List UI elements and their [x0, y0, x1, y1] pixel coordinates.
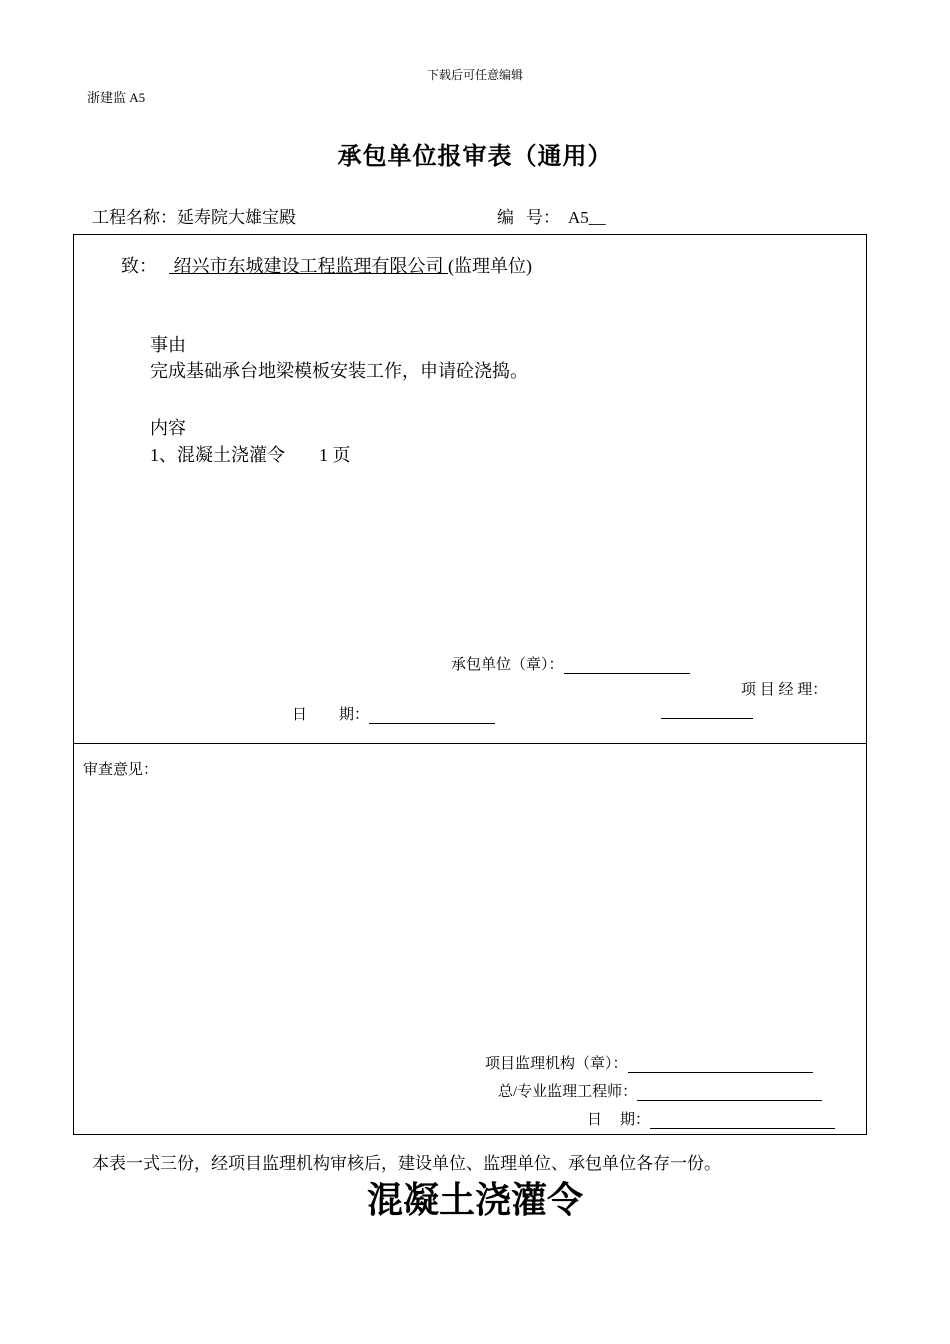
- review-date-row: [587, 1108, 835, 1129]
- serial-number-value: A5__: [568, 208, 606, 227]
- review-date-label-1: 日: [587, 1112, 603, 1128]
- content-item: [150, 441, 351, 467]
- reason-label: 事由: [150, 335, 186, 355]
- content-item-pages: 1 页: [319, 445, 351, 465]
- project-manager-label: 项 目 经 理：: [741, 682, 828, 698]
- engineer-label: 总/专业监理工程师：: [498, 1084, 638, 1100]
- page-title: 承包单位报审表（通用）: [337, 144, 613, 170]
- serial-number-label: 编: [497, 208, 514, 227]
- content-label: 内容: [150, 418, 186, 438]
- contractor-date-label-1: 日: [292, 707, 308, 723]
- project-name-value: 延寿院大雄宝殿: [177, 208, 296, 227]
- engineer-signature-line[interactable]: [637, 1086, 822, 1101]
- review-date-label-2: 期：: [620, 1112, 651, 1128]
- next-document-title: 混凝土浇灌令: [366, 1179, 583, 1221]
- review-date-line[interactable]: [650, 1114, 835, 1129]
- reason-text: 完成基础承台地梁模板安装工作，申请砼浇捣。: [150, 361, 528, 381]
- supervision-org-signature-line[interactable]: [628, 1058, 813, 1073]
- project-name-row: [92, 203, 296, 228]
- download-note: 下载后可任意编辑: [426, 68, 523, 82]
- addressee-suffix: (监理单位): [448, 256, 532, 276]
- review-opinion-label: 审查意见：: [83, 762, 159, 778]
- form-code: 浙建监 A5: [87, 90, 146, 105]
- section-divider: [73, 743, 867, 744]
- contractor-unit-signature-line[interactable]: [564, 659, 690, 674]
- contractor-unit-row: [451, 653, 690, 674]
- serial-number-row: [497, 203, 606, 228]
- contractor-unit-label: 承包单位（章）：: [451, 657, 564, 673]
- serial-number-label-2: 号：: [526, 208, 560, 227]
- project-manager-signature-line[interactable]: [661, 704, 753, 719]
- contractor-date-label-2: 期：: [339, 707, 370, 723]
- addressee-prefix: 致：: [121, 256, 157, 276]
- contractor-date-row: [292, 703, 495, 724]
- addressee-row: [121, 252, 532, 278]
- supervision-org-label: 项目监理机构（章）：: [485, 1056, 628, 1072]
- contractor-date-line[interactable]: [369, 709, 495, 724]
- engineer-row: [498, 1080, 822, 1101]
- footer-note: 本表一式三份，经项目监理机构审核后，建设单位、监理单位、承包单位各存一份。: [92, 1154, 721, 1173]
- content-item-name: 1、混凝土浇灌令: [150, 445, 285, 465]
- addressee-org: 绍兴市东城建设工程监理有限公司: [169, 256, 448, 276]
- supervision-org-row: [485, 1052, 813, 1073]
- project-name-label: 工程名称：: [92, 208, 177, 227]
